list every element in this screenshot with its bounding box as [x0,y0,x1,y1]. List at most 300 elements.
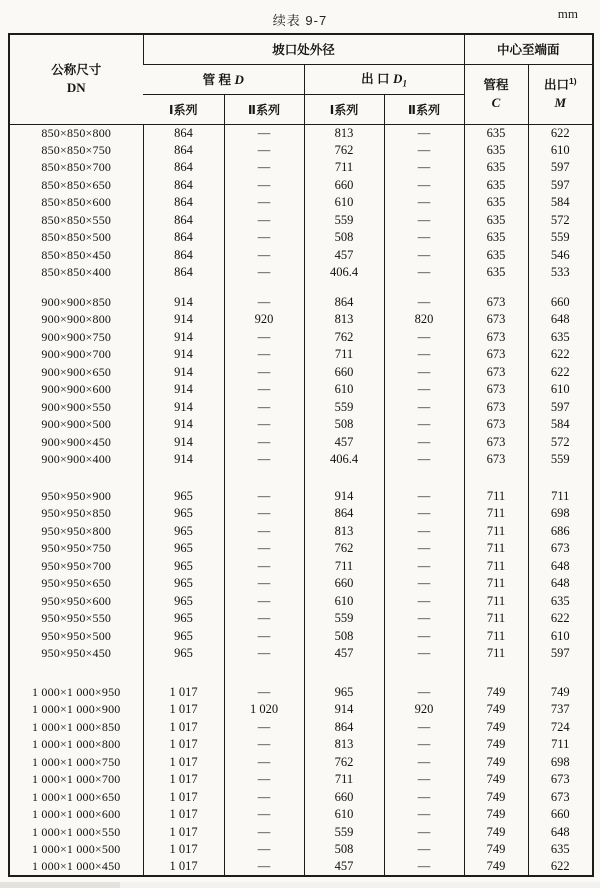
tube-d-symbol: D [234,72,244,87]
cell-m: 635 [528,841,593,859]
cell-d1_s1: 610 [304,593,384,611]
cell-d1_s1: 508 [304,416,384,434]
cell-c: 749 [464,701,528,719]
cell-m: 737 [528,701,593,719]
cell-d1_s2: — [384,329,464,347]
cell-m: 698 [528,505,593,523]
cell-d1_s2: — [384,194,464,212]
group-gap [9,663,593,684]
cell-dn: 1 000×1 000×950 [31,684,121,699]
table-row [9,645,593,663]
group-gap [9,469,593,488]
cell-dn: 1 000×1 000×600 [31,807,121,822]
cell-c: 673 [464,294,528,312]
table-row [9,329,593,347]
cell-d_s1: 1 017 [143,806,224,824]
cell-d_s1: 965 [143,593,224,611]
cell-c: 635 [464,177,528,195]
cell-m: 597 [528,177,593,195]
cell-d1_s1: 660 [304,364,384,382]
nominal-size-symbol: DN [66,79,86,95]
cell-d_s1: 864 [143,212,224,230]
cell-d_s1: 1 017 [143,789,224,807]
cell-d_s1: 864 [143,177,224,195]
outlet-d1-symbol: D [393,71,403,87]
cell-d_s1: 1 017 [143,824,224,842]
cell-d1_s1: 914 [304,701,384,719]
cell-c: 673 [464,451,528,469]
cell-c: 711 [464,488,528,506]
cell-m: 584 [528,194,593,212]
cell-d_s2: — [224,451,304,469]
table-row [9,806,593,824]
table-row [9,540,593,558]
table-row [9,719,593,737]
cell-d_s1: 1 017 [143,771,224,789]
outlet-m-label: 出口$^{1)}$ [543,76,577,93]
cell-d_s2: — [224,754,304,772]
cell-d1_s1: 508 [304,841,384,859]
table-row [9,194,593,212]
table-row [9,771,593,789]
cell-m: 572 [528,212,593,230]
header-series1-d1: Ⅰ系列 [304,94,384,124]
cell-dn: 850×850×400 [41,265,112,280]
cell-d1_s2: — [384,806,464,824]
cell-d_s2: — [224,523,304,541]
table-row [9,736,593,754]
cell-d_s1: 914 [143,381,224,399]
tube-d-label: 管 程 [202,73,232,87]
cell-d1_s1: 559 [304,610,384,628]
cell-d1_s2: — [384,346,464,364]
cell-dn: 1 000×1 000×450 [31,859,121,874]
cell-dn: 850×850×650 [41,177,112,192]
cell-c: 635 [464,194,528,212]
cell-d1_s1: 660 [304,789,384,807]
cell-c: 673 [464,311,528,329]
cell-m: 622 [528,124,593,142]
cell-d1_s2: — [384,540,464,558]
cell-m: 622 [528,364,593,382]
table-row [9,789,593,807]
cell-d_s2: — [224,212,304,230]
cell-d_s1: 965 [143,488,224,506]
cell-d1_s1: 914 [304,488,384,506]
cell-d1_s2: — [384,684,464,702]
table-row [9,346,593,364]
cell-c: 749 [464,806,528,824]
cell-d_s2: — [224,719,304,737]
cell-m: 673 [528,771,593,789]
cell-m: 711 [528,488,593,506]
cell-d_s1: 914 [143,294,224,312]
cell-d_s1: 1 017 [143,701,224,719]
cell-c: 711 [464,575,528,593]
cell-d1_s2: — [384,505,464,523]
title-bar [8,6,592,30]
cell-d1_s2: — [384,771,464,789]
cell-dn: 1 000×1 000×850 [31,719,121,734]
cell-dn: 950×950×850 [41,506,112,521]
cell-d_s1: 965 [143,540,224,558]
cell-m: 635 [528,329,593,347]
table-row [9,701,593,719]
cell-d_s2: — [224,575,304,593]
header-series2-d1: Ⅱ系列 [384,94,464,124]
cell-d1_s2: — [384,124,464,142]
table-row [9,841,593,859]
cell-d1_s1: 711 [304,159,384,177]
table-row [9,434,593,452]
cell-m: 711 [528,736,593,754]
cell-dn: 900×900×850 [41,294,112,309]
cell-d1_s2: — [384,523,464,541]
cell-d1_s1: 864 [304,294,384,312]
cell-dn: 850×850×750 [41,142,112,157]
cell-c: 635 [464,124,528,142]
cell-dn: 900×900×500 [41,417,112,432]
cell-c: 673 [464,399,528,417]
cell-d_s2: — [224,264,304,282]
cell-d1_s1: 711 [304,771,384,789]
cell-dn: 950×950×500 [41,628,112,643]
cell-d1_s2: — [384,719,464,737]
table-row [9,754,593,772]
cell-d_s1: 965 [143,628,224,646]
cell-c: 635 [464,159,528,177]
table-row [9,364,593,382]
header-tube-d [143,64,304,94]
header-series2-d: Ⅱ系列 [224,94,304,124]
table-row [9,628,593,646]
cell-m: 686 [528,523,593,541]
cell-d_s2: 1 020 [224,701,304,719]
cell-m: 572 [528,434,593,452]
cell-d_s1: 914 [143,399,224,417]
cell-dn: 900×900×450 [41,434,112,449]
cell-c: 711 [464,523,528,541]
cell-d_s1: 1 017 [143,736,224,754]
cell-d1_s2: 920 [384,701,464,719]
cell-c: 673 [464,416,528,434]
table-body [9,124,593,876]
cell-d1_s2: — [384,247,464,265]
table-row [9,124,593,142]
cell-d_s2: — [224,194,304,212]
cell-dn: 1 000×1 000×700 [31,772,121,787]
table-row [9,159,593,177]
cell-d_s2: — [224,142,304,160]
table-row [9,505,593,523]
cell-dn: 1 000×1 000×900 [31,702,121,717]
cell-d1_s2: — [384,593,464,611]
cell-c: 749 [464,719,528,737]
cell-d_s1: 914 [143,346,224,364]
cell-d1_s1: 610 [304,381,384,399]
cell-c: 673 [464,346,528,364]
cell-m: 610 [528,142,593,160]
cell-d1_s2: — [384,645,464,663]
cell-m: 597 [528,399,593,417]
cell-c: 749 [464,789,528,807]
cell-d1_s1: 660 [304,575,384,593]
cell-d_s1: 1 017 [143,719,224,737]
cell-c: 635 [464,247,528,265]
cell-d_s1: 914 [143,416,224,434]
header-nominal-size [9,34,143,124]
cell-m: 673 [528,789,593,807]
table-row [9,247,593,265]
outlet-d1-subscript: 1 [402,78,407,89]
cell-d_s2: — [224,789,304,807]
cell-d_s2: — [224,859,304,877]
cell-c: 635 [464,212,528,230]
cell-d_s1: 864 [143,124,224,142]
cell-m: 610 [528,628,593,646]
table-row [9,416,593,434]
table-row [9,684,593,702]
cell-m: 698 [528,754,593,772]
cell-d1_s2: — [384,841,464,859]
cell-d_s2: — [224,399,304,417]
cell-d_s2: — [224,593,304,611]
cell-dn: 900×900×600 [41,382,112,397]
cell-c: 749 [464,771,528,789]
outlet-m-symbol: M [554,95,567,111]
cell-d1_s1: 406.4 [304,451,384,469]
cell-d1_s2: — [384,177,464,195]
cell-dn: 850×850×550 [41,212,112,227]
cell-dn: 1 000×1 000×800 [31,737,121,752]
cell-c: 749 [464,859,528,877]
cell-d_s2: — [224,247,304,265]
cell-d1_s2: — [384,142,464,160]
cell-d1_s1: 711 [304,346,384,364]
table-continuation-title: 续表 9-7 [272,13,328,28]
cell-dn: 900×900×550 [41,399,112,414]
cell-d1_s1: 813 [304,736,384,754]
cell-dn: 950×950×700 [41,558,112,573]
cell-m: 660 [528,806,593,824]
cell-dn: 900×900×750 [41,329,112,344]
header-tube-c [464,64,528,124]
cell-dn: 900×900×700 [41,347,112,362]
cell-dn: 950×950×450 [41,646,112,661]
cell-d_s1: 965 [143,558,224,576]
table-row [9,381,593,399]
cell-d1_s2: — [384,264,464,282]
cell-d_s1: 965 [143,645,224,663]
spec-table [8,33,594,877]
cell-c: 711 [464,628,528,646]
table-row [9,451,593,469]
cell-d_s2: — [224,684,304,702]
cell-m: 597 [528,159,593,177]
cell-d1_s1: 813 [304,523,384,541]
cell-d1_s2: — [384,628,464,646]
table-row [9,399,593,417]
cell-d1_s1: 406.4 [304,264,384,282]
cell-c: 673 [464,329,528,347]
cell-d1_s2: — [384,558,464,576]
cell-d_s2: — [224,771,304,789]
cell-d1_s1: 864 [304,719,384,737]
table-header [9,34,593,124]
cell-d_s2: — [224,294,304,312]
cell-d1_s1: 559 [304,212,384,230]
cell-d1_s2: — [384,381,464,399]
cell-d1_s1: 762 [304,540,384,558]
cell-d_s1: 1 017 [143,684,224,702]
nominal-size-label: 公称尺寸 [51,63,102,78]
cell-d1_s2: — [384,294,464,312]
cell-d1_s1: 457 [304,247,384,265]
cell-d1_s1: 762 [304,754,384,772]
cell-d_s2: — [224,841,304,859]
cell-dn: 950×950×750 [41,541,112,556]
table-row [9,264,593,282]
cell-d1_s1: 457 [304,645,384,663]
tube-c-label: 管程 [483,77,509,92]
cell-d1_s1: 762 [304,142,384,160]
cell-d1_s2: — [384,364,464,382]
cell-d1_s2: — [384,229,464,247]
table-row [9,610,593,628]
header-outlet-d1 [304,64,464,94]
cell-d_s1: 864 [143,247,224,265]
cell-d_s2: — [224,124,304,142]
cell-d_s2: — [224,381,304,399]
cell-m: 622 [528,346,593,364]
cell-c: 749 [464,736,528,754]
cell-dn: 850×850×500 [41,230,112,245]
cell-d1_s1: 508 [304,628,384,646]
group-gap [9,282,593,294]
cell-d_s2: — [224,558,304,576]
cell-c: 673 [464,434,528,452]
cell-c: 711 [464,645,528,663]
cell-dn: 1 000×1 000×550 [31,824,121,839]
cell-d_s1: 914 [143,434,224,452]
cell-dn: 850×850×700 [41,160,112,175]
cell-m: 724 [528,719,593,737]
cell-c: 711 [464,505,528,523]
cell-dn: 1 000×1 000×750 [31,754,121,769]
cell-d_s2: — [224,229,304,247]
cell-m: 559 [528,451,593,469]
cell-d1_s2: — [384,434,464,452]
cell-d_s2: — [224,736,304,754]
cell-c: 673 [464,381,528,399]
cell-d_s1: 914 [143,364,224,382]
cell-c: 711 [464,558,528,576]
cell-d_s2: — [224,329,304,347]
cell-d_s1: 1 017 [143,859,224,877]
cell-d_s2: — [224,346,304,364]
cell-d_s2: — [224,806,304,824]
table-row [9,212,593,230]
cell-c: 749 [464,684,528,702]
cell-d_s1: 864 [143,229,224,247]
cell-c: 711 [464,540,528,558]
cell-d1_s1: 508 [304,229,384,247]
cell-dn: 850×850×450 [41,247,112,262]
cell-d_s2: — [224,540,304,558]
table-row [9,177,593,195]
cell-d1_s1: 610 [304,194,384,212]
cell-m: 622 [528,610,593,628]
tube-c-symbol: C [491,94,501,110]
cell-d_s2: 920 [224,311,304,329]
cell-d_s2: — [224,505,304,523]
table-row [9,558,593,576]
cell-d1_s2: — [384,736,464,754]
cell-d1_s2: — [384,159,464,177]
footnote-marker: 1) [569,76,577,87]
cell-d1_s1: 559 [304,399,384,417]
cell-d1_s1: 610 [304,806,384,824]
cell-c: 635 [464,142,528,160]
cell-d1_s2: — [384,575,464,593]
table-row [9,575,593,593]
cell-d_s1: 864 [143,159,224,177]
cell-m: 635 [528,593,593,611]
cell-d_s1: 965 [143,505,224,523]
table-row [9,593,593,611]
cell-d_s2: — [224,364,304,382]
cell-d_s1: 965 [143,610,224,628]
cell-d1_s2: — [384,859,464,877]
cell-c: 635 [464,264,528,282]
cell-d_s1: 914 [143,329,224,347]
header-groove-od: 坡口处外径 [143,34,464,64]
cell-c: 749 [464,754,528,772]
cell-dn: 900×900×400 [41,452,112,467]
cell-c: 711 [464,610,528,628]
cell-dn: 850×850×800 [41,125,112,140]
cell-m: 648 [528,824,593,842]
cell-c: 673 [464,364,528,382]
header-center-to-face: 中心至端面 [464,34,593,64]
cell-d1_s1: 457 [304,434,384,452]
cell-m: 559 [528,229,593,247]
cell-d1_s1: 457 [304,859,384,877]
cell-d1_s1: 965 [304,684,384,702]
cell-dn: 950×950×600 [41,593,112,608]
cell-d_s2: — [224,416,304,434]
cell-d_s2: — [224,628,304,646]
cell-d1_s1: 711 [304,558,384,576]
cell-m: 648 [528,558,593,576]
cell-d1_s2: 820 [384,311,464,329]
outlet-d1-label: 出 口 [361,72,390,87]
cell-d_s2: — [224,610,304,628]
cell-d_s2: — [224,824,304,842]
cell-d1_s2: — [384,488,464,506]
cell-d1_s2: — [384,451,464,469]
cell-d_s1: 965 [143,575,224,593]
cell-d1_s2: — [384,610,464,628]
cell-c: 749 [464,824,528,842]
cell-d1_s1: 813 [304,311,384,329]
cell-d1_s2: — [384,754,464,772]
cell-d_s1: 914 [143,451,224,469]
cell-m: 749 [528,684,593,702]
table-row [9,859,593,877]
cell-d_s1: 1 017 [143,841,224,859]
cell-d_s1: 864 [143,194,224,212]
